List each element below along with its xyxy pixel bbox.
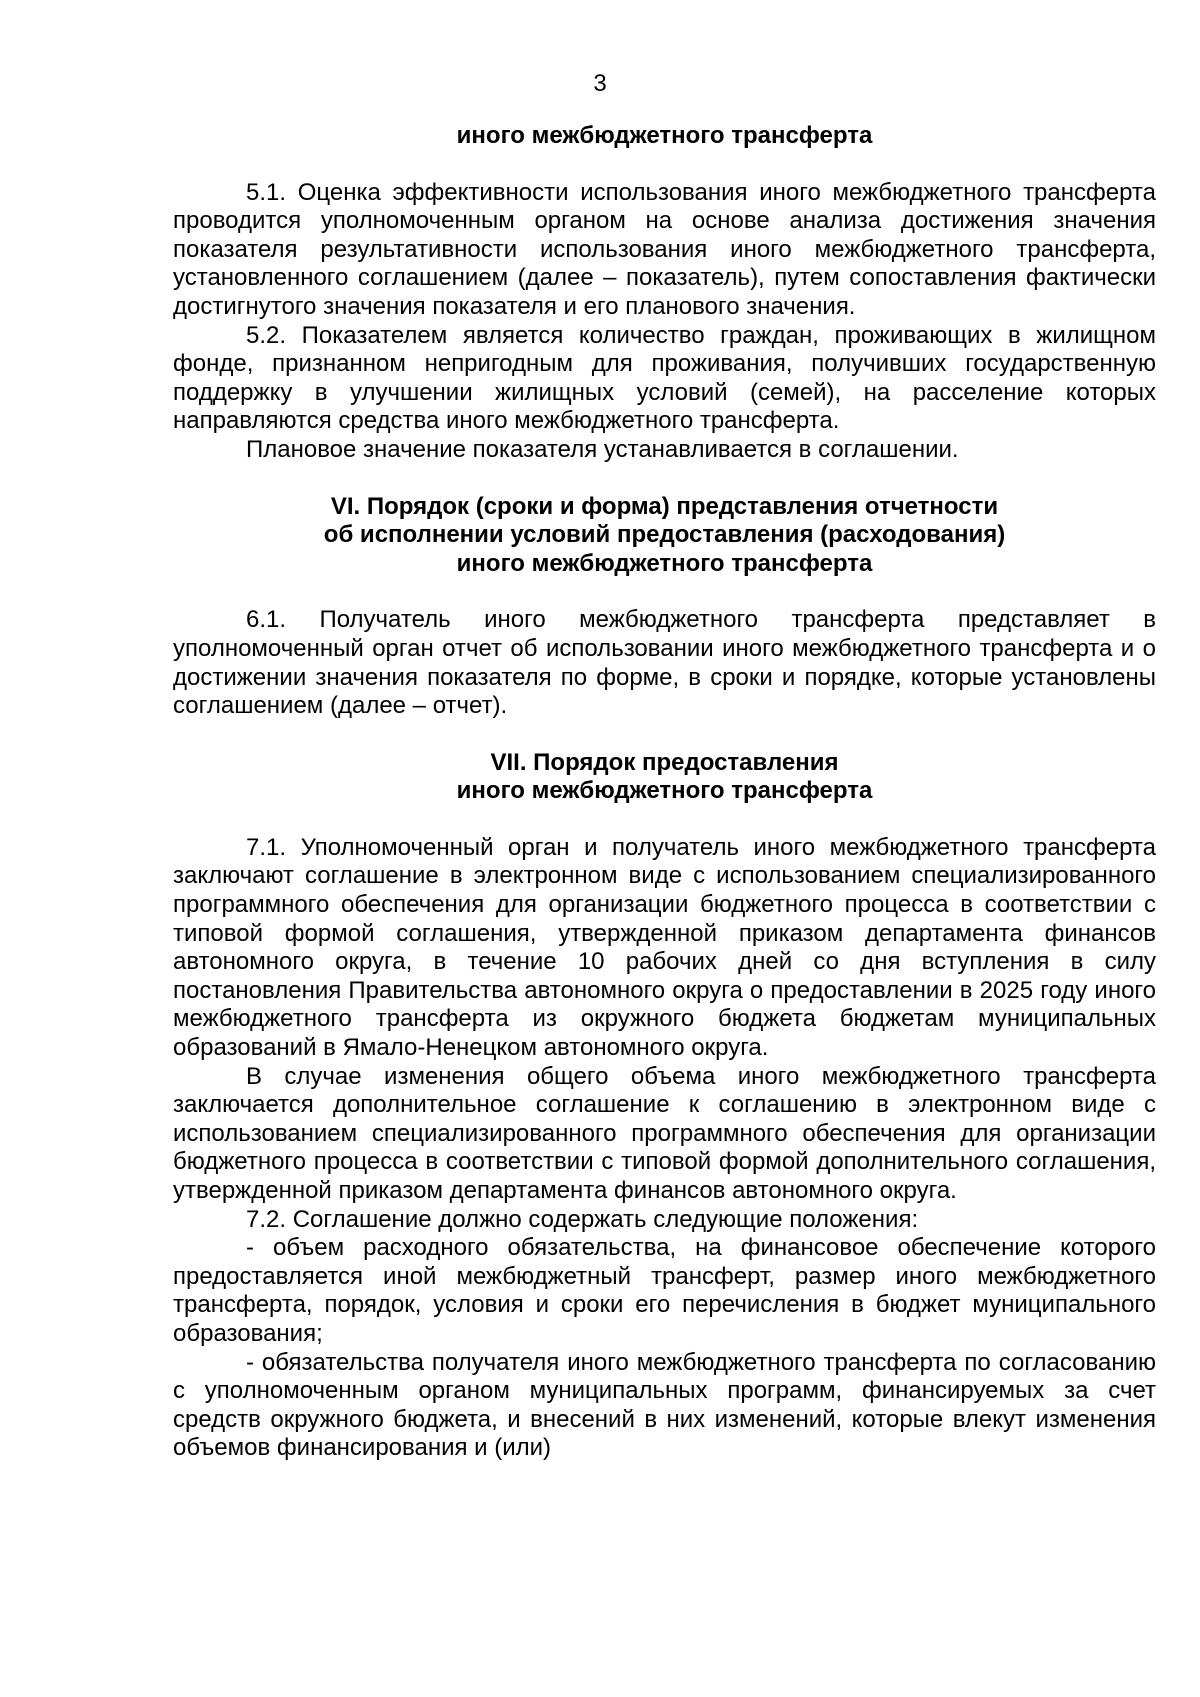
paragraph-5-2: 5.2. Показателем является количество граждан, проживающих в жилищном фонде, признанном непригодным для проживания, получивших государственную поддержку в улучшении жилищных условий (семей), на расселение которых направляются средства иного межбюджетного трансферта. (173, 321, 1156, 435)
spacer (173, 721, 1156, 749)
list-item-expenditure-obligation: - объем расходного обязательства, на финансовое обеспечение которого предоставляется иной межбюджетный трансферт, размер иного межбюджетного трансферта, порядок, условия и сроки его перечисления в бюджет муниципального образования; (173, 1234, 1156, 1347)
section-vii-heading (173, 749, 1156, 806)
paragraph-6-1: 6.1. Получатель иного межбюджетного трансферта представляет в уполномоченный орган отчет об использовании иного межбюджетного трансферта и о достижении значения показателя по форме, в сроки и порядке, которые установлены соглашением (далее – отчет). (173, 606, 1156, 720)
heading-line: об исполнении условий предоставления (расходования) (323, 521, 1006, 549)
heading-line: иного межбюджетного трансферта (456, 777, 873, 805)
heading-line: иного межбюджетного трансферта (456, 122, 873, 149)
page-number: 3 (593, 70, 607, 97)
paragraph-additional-agreement: В случае изменения общего объема иного межбюджетного трансферта заключается дополнительное соглашение к соглашению в электронном виде с использованием специализированного программного обеспечения для организации бюджетного процесса в соответствии с типовой формой дополнительного соглашения, утвержденной приказом департамента финансов автономного округа. (173, 1062, 1156, 1204)
paragraph-planned-value: Плановое значение показателя устанавливается в соглашении. (246, 435, 959, 463)
document-body (173, 122, 1156, 1463)
heading-line: иного межбюджетного трансферта (456, 549, 873, 577)
section-vi-heading (173, 493, 1156, 579)
spacer (173, 806, 1156, 834)
paragraph-5-1: 5.1. Оценка эффективности использования иного межбюджетного трансферта проводится уполномоченным органом на основе анализа достижения значения показателя результативности использования иного межбюджетного трансферта, установленного соглашением (далее – показатель), путем сопоставления фактически достигнутого значения показателя и его планового значения. (173, 178, 1156, 320)
spacer (173, 465, 1156, 493)
spacer (173, 151, 1156, 179)
section-v-heading-tail (173, 122, 1156, 151)
paragraph-7-2: 7.2. Соглашение должно содержать следующие положения: (246, 1205, 919, 1233)
heading-line: VI. Порядок (сроки и форма) представления отчетности (330, 492, 999, 520)
list-item-recipient-obligations: - обязательства получателя иного межбюджетного трансферта по согласованию с уполномоченным органом муниципальных программ, финансируемых за счет средств окружного бюджета, и внесений в них изменений, которые влекут изменения объемов финансирования и (или) (173, 1348, 1156, 1462)
spacer (173, 578, 1156, 606)
paragraph-7-1: 7.1. Уполномоченный орган и получатель иного межбюджетного трансферта заключают соглашение в электронном виде с использованием специализированного программного обеспечения для организации бюджетного процесса в соответствии с типовой формой соглашения, утвержденной приказом департамента финансов автономного округа, в течение 10 рабочих дней со дня вступления в силу постановления Правительства автономного округа о предоставлении в 2025 году иного межбюджетного трансферта из окружного бюджета бюджетам муниципальных образований в Ямало-Ненецком автономного округа. (173, 833, 1156, 1062)
heading-line: VII. Порядок предоставления (490, 748, 839, 776)
